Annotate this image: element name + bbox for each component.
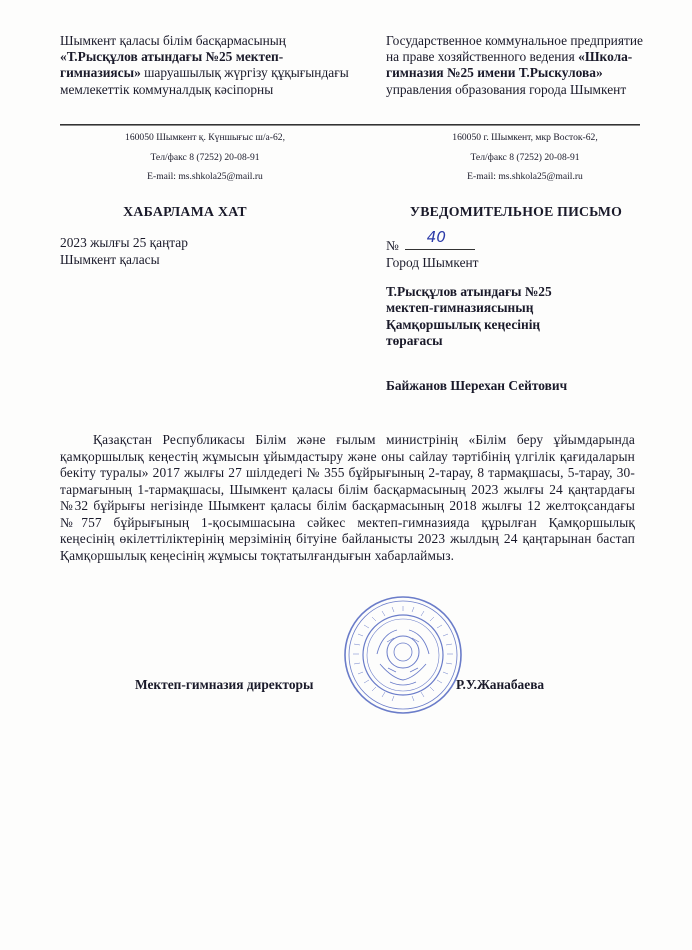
letter-date: 2023 жылғы 25 қаңтар bbox=[60, 235, 188, 250]
signature-role: Мектеп-гимназия директоры bbox=[135, 677, 314, 692]
addressee-block bbox=[386, 284, 646, 350]
contact-right-address: 160050 г. Шымкент, мкр Восток-62, bbox=[452, 132, 598, 143]
header-right-bold: «Школа-гимназия №25 имени Т.Рыскулова» bbox=[386, 49, 633, 81]
header-right-rest: управления образования города Шымкент bbox=[386, 81, 627, 97]
city-ru: Город Шымкент bbox=[386, 254, 479, 270]
letter-body: Қазақстан Республикасы Білім және ғылым министрінің «Білім беру ұйымдарында қамқоршылық кеңестің жұмысын ұйымдастыру және оны сайлау тәртібінің үлгілік қағидаларын бекіту туралы» 2017 жылғы 27 шілдедегі № 355 бұйрығының 2-тарау, 8 тармақшасы, 5-тарау, 30-тармағының 1-тармақшасы, Шымкент қаласы білім басқармасының 2023 жылғы 24 қаңтардағы №32 бұйрығы негізінде Шымкент қаласы білім басқармасының 2018 жылғы 12 желтоқсандағы №757 бұйрығының 1-қосымшасына сәйкес мектеп-гимназияда құрылған Қамқоршылық кеңесінің өкілеттіліктерінің мерзімінің бітуіне байланысты 2023 жылдың 24 қаңтарынан бастап Қамқоршылық кеңесінің жұмысы тоқтатылғандығын хабарлаймыз. bbox=[60, 432, 635, 563]
header-divider-thin bbox=[60, 125, 640, 126]
number-label: № bbox=[386, 238, 399, 253]
header-right-line1: Государственное коммунальное предприятие на праве хозяйственного ведения bbox=[386, 33, 643, 65]
official-seal-icon bbox=[342, 594, 464, 716]
addressee-line1: Т.Рысқұлов атындағы №25 bbox=[386, 284, 552, 299]
contact-right-phone: Тел/факс 8 (7252) 20-08-91 bbox=[470, 151, 580, 163]
addressee-line3: Қамқоршылық кеңесінің bbox=[386, 316, 541, 332]
contacts-left bbox=[60, 128, 350, 187]
number-block bbox=[386, 228, 479, 271]
city-kz: Шымкент қаласы bbox=[60, 251, 160, 267]
title-kz: ХАБАРЛАМА ХАТ bbox=[123, 204, 247, 219]
header-left-rest: шаруашылық жүргізу құқығындағы мемлекеттік коммуналдық кәсіпорны bbox=[60, 65, 349, 97]
header-left-bold: «Т.Рысқұлов атындағы №25 мектеп-гимназиясы» bbox=[60, 49, 284, 81]
contact-left-email: E-mail: ms.shkola25@mail.ru bbox=[147, 171, 263, 182]
addressee-name: Байжанов Шерехан Сейтович bbox=[386, 378, 568, 393]
header-left-line1: Шымкент қаласы білім басқармасының bbox=[60, 33, 286, 48]
date-block bbox=[60, 235, 188, 268]
contact-left-address: 160050 Шымкент қ. Күншығыс ш/а-62, bbox=[125, 132, 285, 143]
addressee-line4: төрағасы bbox=[386, 333, 443, 349]
addressee-line2: мектеп-гимназиясының bbox=[386, 300, 534, 316]
number-value-handwritten: 40 bbox=[426, 228, 446, 246]
title-ru: УВЕДОМИТЕЛЬНОЕ ПИСЬМО bbox=[409, 204, 623, 219]
header-right-ru bbox=[386, 33, 656, 98]
signature-name: Р.У.Жанабаева bbox=[456, 677, 545, 692]
number-field bbox=[405, 228, 475, 250]
header-left-kz bbox=[60, 33, 350, 98]
contact-right-email: E-mail: ms.shkola25@mail.ru bbox=[467, 171, 583, 182]
contact-left-phone: Тел/факс 8 (7252) 20-08-91 bbox=[150, 151, 260, 163]
contacts-right bbox=[400, 128, 650, 187]
